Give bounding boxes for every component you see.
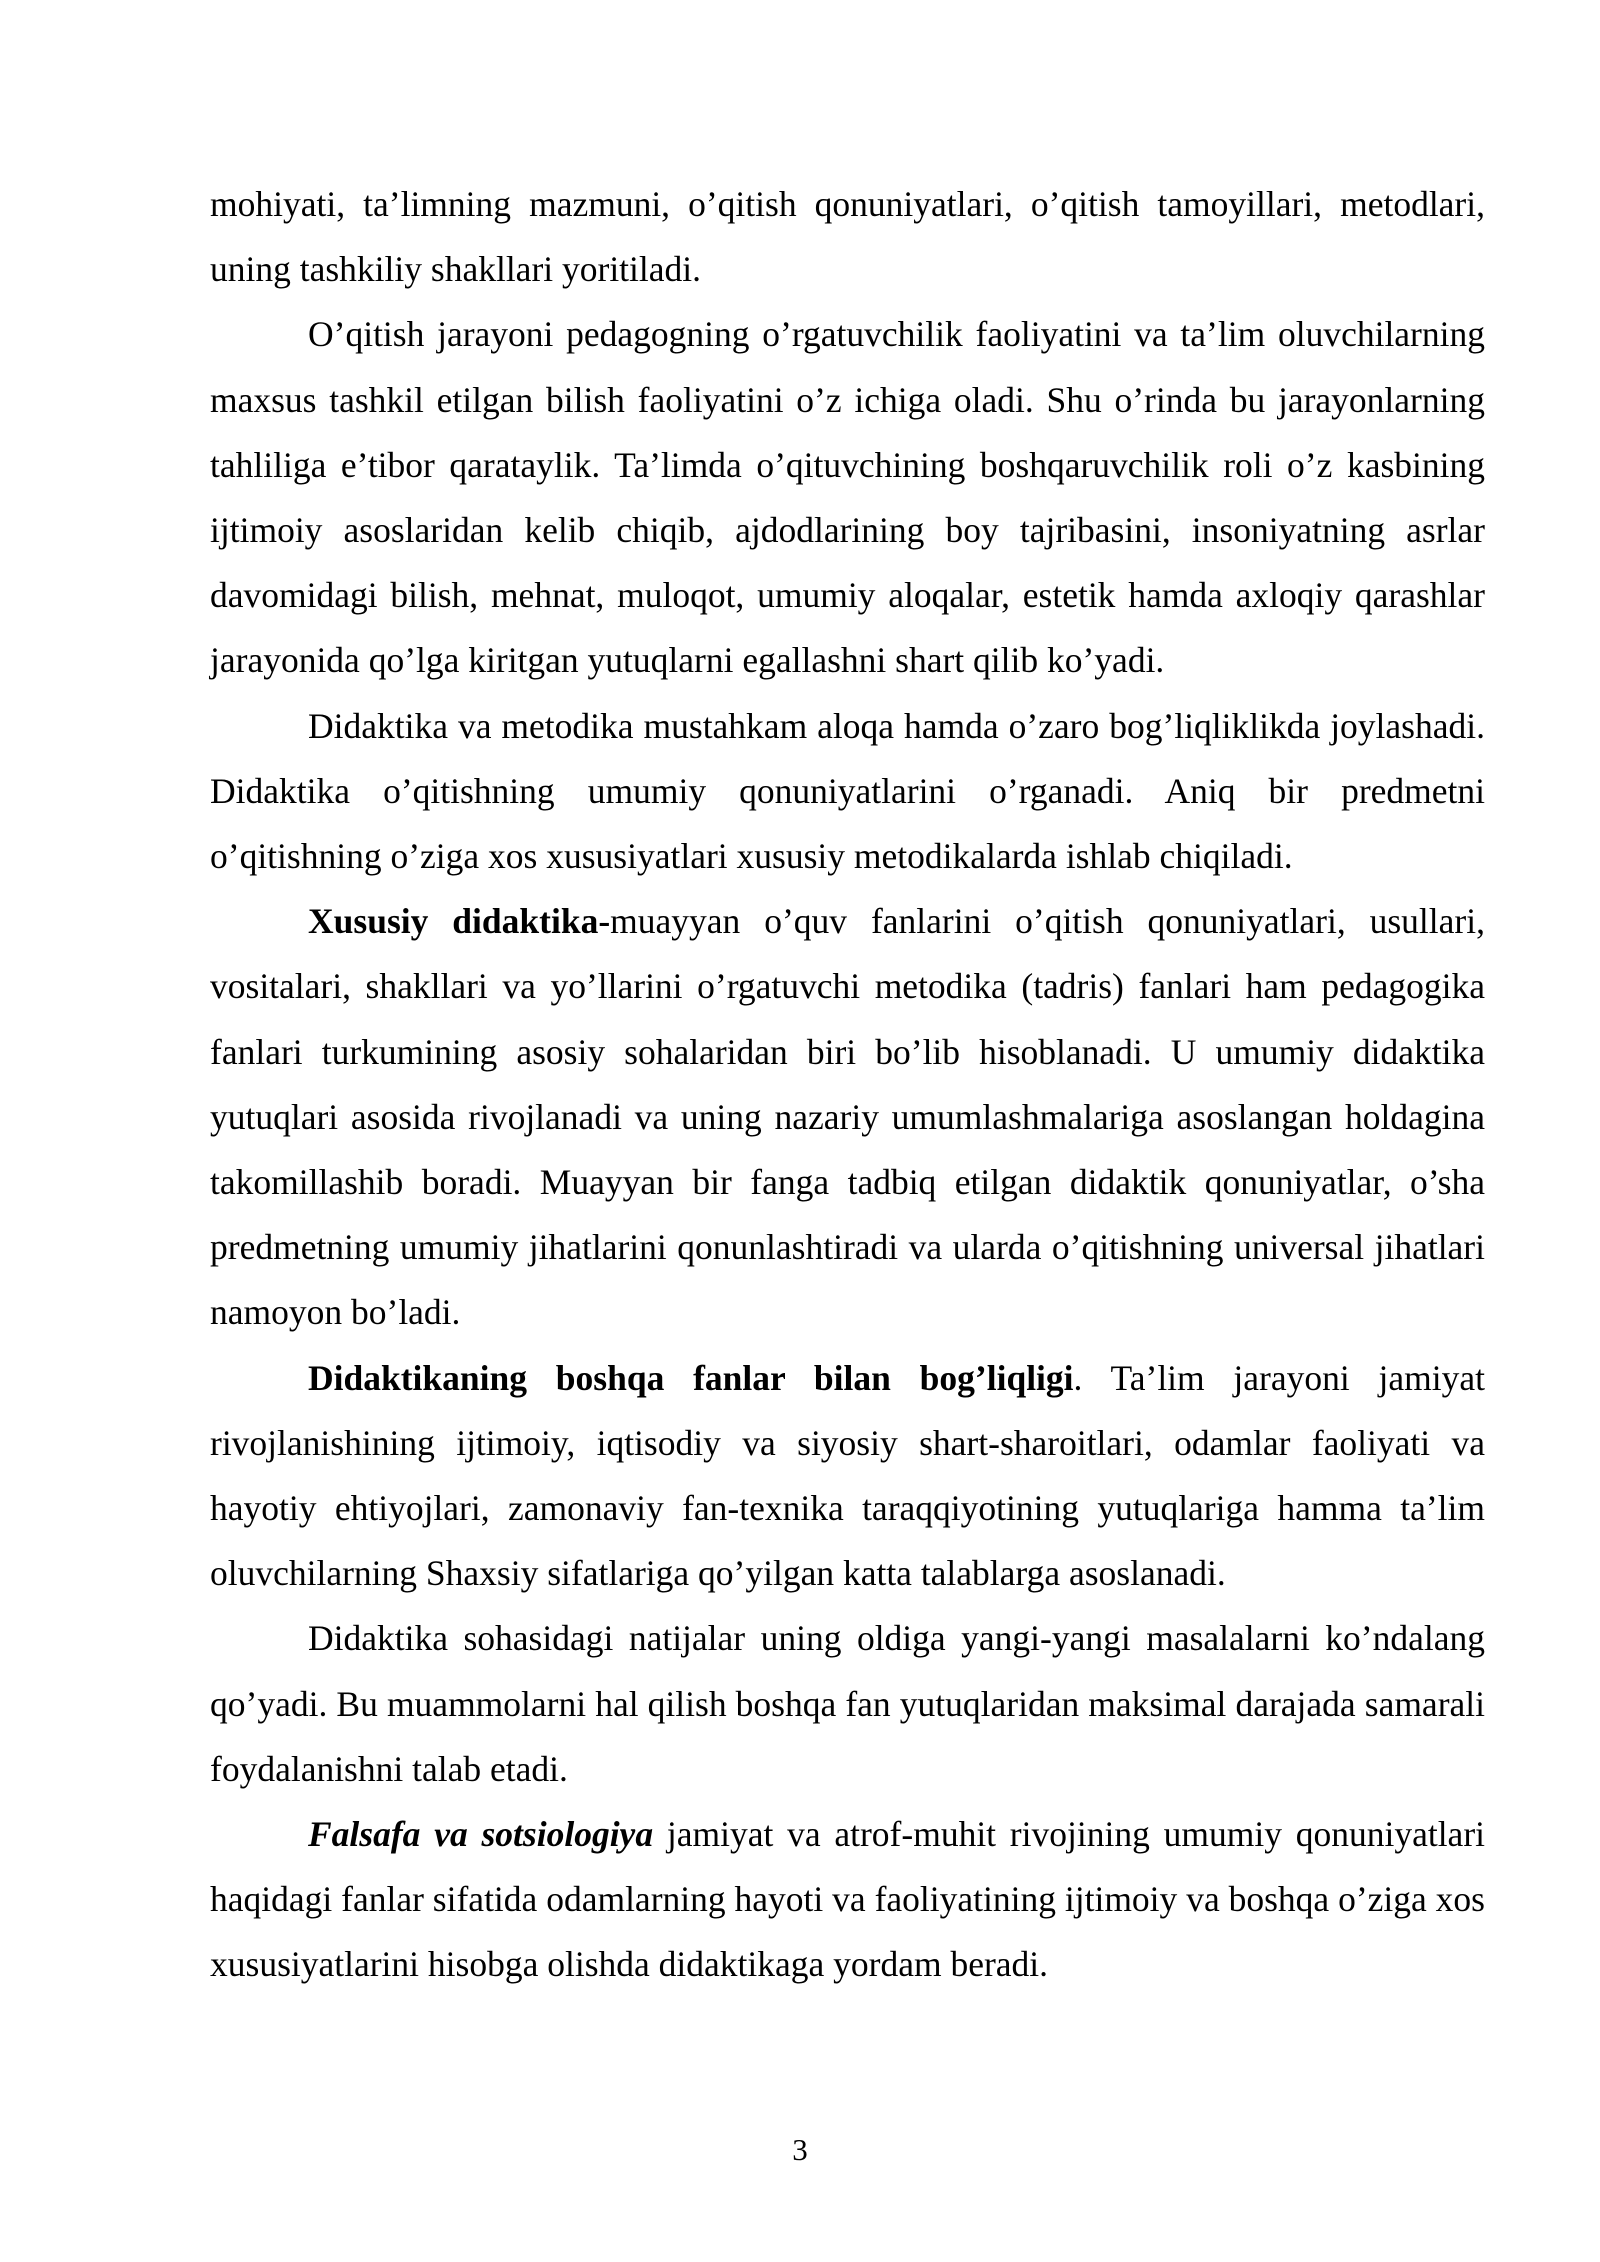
paragraph-text: . Ta’lim jarayoni jamiyat rivojlanishining ijtimoiy, iqtisodiy va siyosiy shart-sharoitlari, odamlar faoliyati va hayotiy ehtiyojlari, zamonaviy fan-texnika taraqqiyotining yutuqlariga hamma ta’lim oluvchilarning Shaxsiy sifatlariga qo’yilgan katta talablarga asoslanadi. xyxy=(210,1357,1485,1594)
paragraph-text: muayyan o’quv fanlarini o’qitish qonuniyatlari, usullari, vositalari, shakllari va yo’llarini o’rgatuvchi metodika (tadris) fanlari ham pedagogika fanlari turkumining asosiy sohalaridan biri bo’lib hisoblanadi. U umumiy didaktika yutuqlari asosida rivojlanadi va uning nazariy umumlashmalariga asoslangan holdagina takomillashib boradi. Muayyan bir fanga tadbiq etilgan didaktik qonuniyatlar, o’sha predmetning umumiy jihatlarini qonunlashtiradi va ularda o’qitishning universal jihatlari namoyon bo’ladi. xyxy=(210,901,1485,1333)
page-number: 3 xyxy=(792,2132,808,2167)
paragraph-continuation xyxy=(210,172,1485,302)
term-heading: Didaktikaning boshqa fanlar bilan bog’liqligi xyxy=(308,1357,1074,1398)
paragraph xyxy=(210,694,1485,890)
paragraph-text: mohiyati, ta’limning mazmuni, o’qitish qonuniyatlari, o’qitish tamoyillari, metodlari, uning tashkiliy shakllari yoritiladi. xyxy=(210,184,1485,290)
paragraph-text: O’qitish jarayoni pedagogning o’rgatuvchilik faoliyatini va ta’lim oluvchilarning maxsus tashkil etilgan bilish faoliyatini o’z ichiga oladi. Shu o’rinda bu jarayonlarning tahliliga e’tibor qarataylik. Ta’limda o’qituvchining boshqaruvchilik roli o’z kasbining ijtimoiy asoslaridan kelib chiqib, ajdodlarining boy tajribasini, insoniyatning asrlar davomidagi bilish, mehnat, muloqot, umumiy aloqalar, estetik hamda axloqiy qarashlar jarayonida qo’lga kiritgan yutuqlarni egallashni shart qilib ko’yadi. xyxy=(210,314,1485,681)
paragraph-xususiy-didaktika xyxy=(210,889,1485,1345)
paragraph-text: Didaktika sohasidagi natijalar uning oldiga yangi-yangi masalalarni ko’ndalang qo’yadi. Bu muammolarni hal qilish boshqa fan yutuqlaridan maksimal darajada samarali foydalanishni talab etadi. xyxy=(210,1618,1485,1789)
paragraph-didaktika-boglqligi xyxy=(210,1346,1485,1607)
paragraph-text: Didaktika va metodika mustahkam aloqa hamda o’zaro bog’liqliklikda joylashadi. Didaktika o’qitishning umumiy qonuniyatlarini o’rganadi. Aniq bir predmetni o’qitishning o’ziga xos xususiyatlari xususiy metodikalarda ishlab chiqiladi. xyxy=(210,705,1485,877)
term-heading: Xususiy didaktika- xyxy=(308,901,611,942)
paragraph-text: jamiyat va atrof-muhit rivojining umumiy qonuniyatlari haqidagi fanlar sifatida odamlarning hayoti va faoliyatining ijtimoiy va boshqa o’ziga xos xususiyatlarini hisobga olishda didaktikaga yordam beradi. xyxy=(210,1814,1486,1985)
paragraph xyxy=(210,302,1485,693)
term-heading: Falsafa va sotsiologiya xyxy=(308,1814,654,1855)
paragraph xyxy=(210,1606,1485,1802)
paragraph-falsafa xyxy=(210,1802,1485,1998)
document-page xyxy=(210,172,1485,1998)
